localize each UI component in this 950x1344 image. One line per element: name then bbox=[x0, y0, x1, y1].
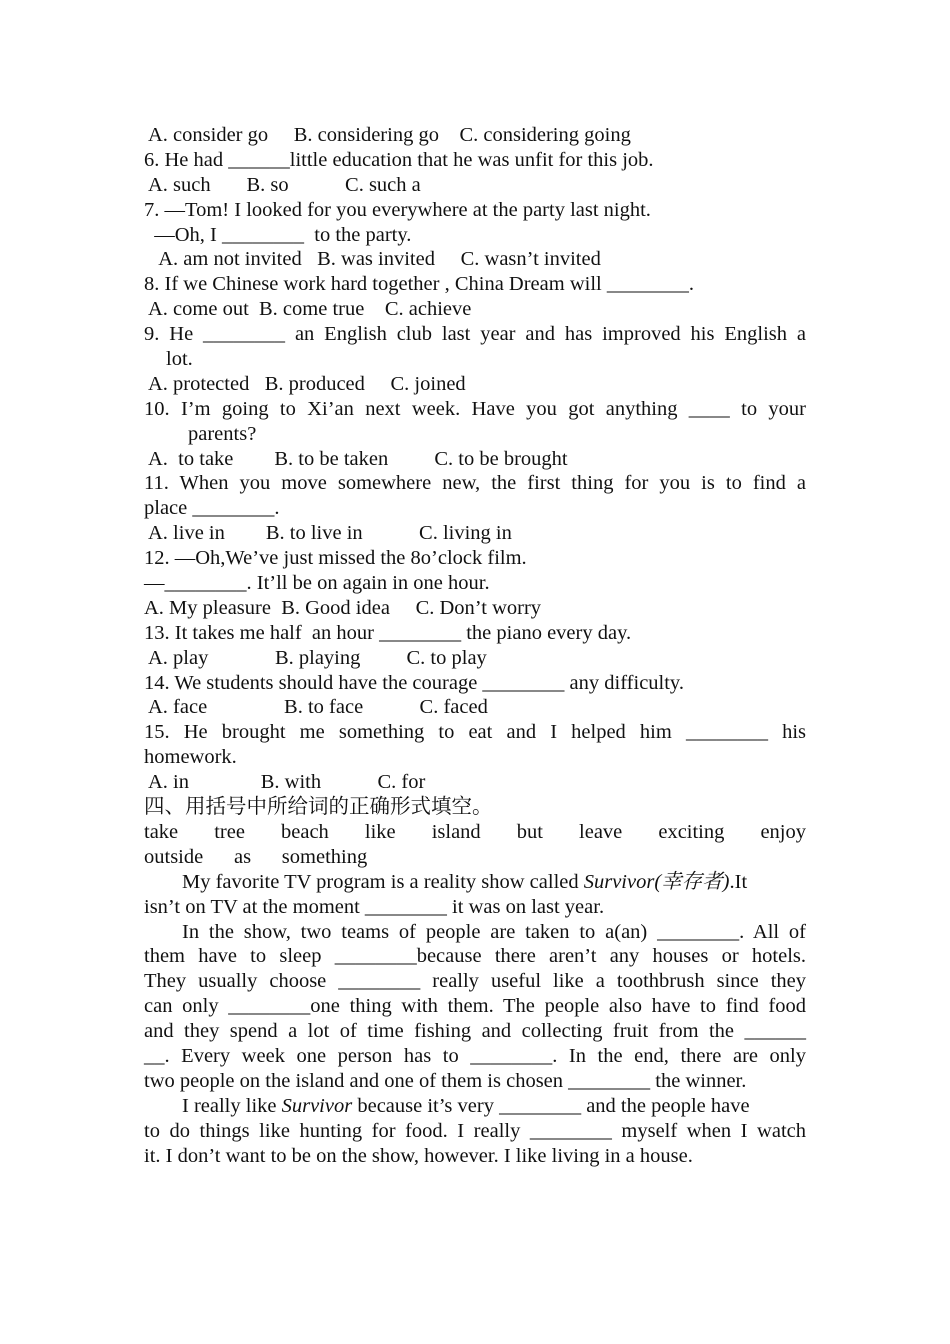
passage-p2-line3: They usually choose ________ really useful like a toothbrush since they bbox=[144, 970, 806, 993]
q13-options: A. play B. playing C. to play bbox=[144, 646, 487, 669]
word-bank-line-2: outside as something bbox=[144, 845, 368, 868]
q9-question: 9. He ________ an English club last year and has improved his English a bbox=[144, 323, 806, 346]
word-bank-line-1: take tree beach like island but leave exciting enjoy bbox=[144, 820, 806, 843]
passage-p1-line2: isn’t on TV at the moment ________ it was on last year. bbox=[144, 895, 605, 918]
q14-options: A. face B. to face C. faced bbox=[144, 696, 488, 719]
q6-options: A. such B. so C. such a bbox=[144, 173, 421, 196]
q13-question: 13. It takes me half an hour ________ the piano every day. bbox=[144, 621, 632, 644]
q11-options: A. live in B. to live in C. living in bbox=[144, 522, 512, 545]
q10-question: 10. I’m going to Xi’an next week. Have you got anything ____ to your bbox=[144, 397, 806, 420]
q14-question: 14. We students should have the courage ________ any difficulty. bbox=[144, 671, 684, 694]
worksheet-page bbox=[144, 123, 806, 1168]
q10-options: A. to take B. to be taken C. to be brought bbox=[144, 447, 568, 470]
section-heading: 四、用括号中所给词的正确形式填空。 bbox=[144, 796, 493, 819]
q12-dialogue: —________. It’ll be on again in one hour. bbox=[144, 572, 490, 595]
q7-question: 7. —Tom! I looked for you everywhere at the party last night. bbox=[144, 198, 651, 221]
passage-p3-line2: to do things like hunting for food. I really ________ myself when I watch bbox=[144, 1119, 806, 1142]
q8-options: A. come out B. come true C. achieve bbox=[144, 298, 472, 321]
passage-title-italic: Survivor(幸存者) bbox=[583, 870, 730, 893]
q7-dialogue: —Oh, I ________ to the party. bbox=[144, 223, 412, 246]
passage-p2-line5: and they spend a lot of time fishing and collecting fruit from the ______ bbox=[144, 1020, 806, 1043]
passage-p2-line1: In the show, two teams of people are taken to a(an) ________. All of bbox=[182, 920, 806, 943]
q11-question-cont: place ________. bbox=[144, 497, 280, 520]
q12-options: A. My pleasure B. Good idea C. Don’t worry bbox=[144, 596, 542, 619]
q8-question: 8. If we Chinese work hard together , China Dream will ________. bbox=[144, 273, 694, 296]
q15-question-cont: homework. bbox=[144, 746, 237, 769]
q10-question-cont: parents? bbox=[188, 422, 257, 445]
q5-options: A. consider go B. considering go C. considering going bbox=[144, 124, 631, 146]
passage-p3-line3: it. I don’t want to be on the show, however. I like living in a house. bbox=[144, 1144, 693, 1167]
passage-p2-line4: can only ________one thing with them. The people also have to find food bbox=[144, 995, 806, 1018]
passage-p2-line6: __. Every week one person has to ________. In the end, there are only bbox=[144, 1044, 806, 1067]
passage-p1-line1: My favorite TV program is a reality show called Survivor(幸存者).It bbox=[182, 870, 748, 893]
passage-p3-line1: I really like Survivor because it’s very ________ and the people have bbox=[182, 1094, 750, 1117]
q11-question: 11. When you move somewhere new, the first thing for you is to find a bbox=[144, 472, 806, 495]
q6-question: 6. He had ______little education that he was unfit for this job. bbox=[144, 148, 654, 171]
q9-options: A. protected B. produced C. joined bbox=[144, 372, 466, 395]
passage-p2-line7: two people on the island and one of them is chosen ________ the winner. bbox=[144, 1069, 747, 1092]
passage-p2-line2: them have to sleep ________because there aren’t any houses or hotels. bbox=[144, 945, 806, 968]
q12-question: 12. —Oh,We’ve just missed the 8o’clock film. bbox=[144, 547, 527, 570]
q7-options: A. am not invited B. was invited C. wasn’t invited bbox=[144, 248, 601, 271]
passage-title-italic-2: Survivor bbox=[281, 1094, 353, 1117]
q9-question-cont: lot. bbox=[166, 348, 193, 371]
q15-question: 15. He brought me something to eat and I helped him ________ his bbox=[144, 721, 806, 744]
q15-options: A. in B. with C. for bbox=[144, 771, 426, 794]
